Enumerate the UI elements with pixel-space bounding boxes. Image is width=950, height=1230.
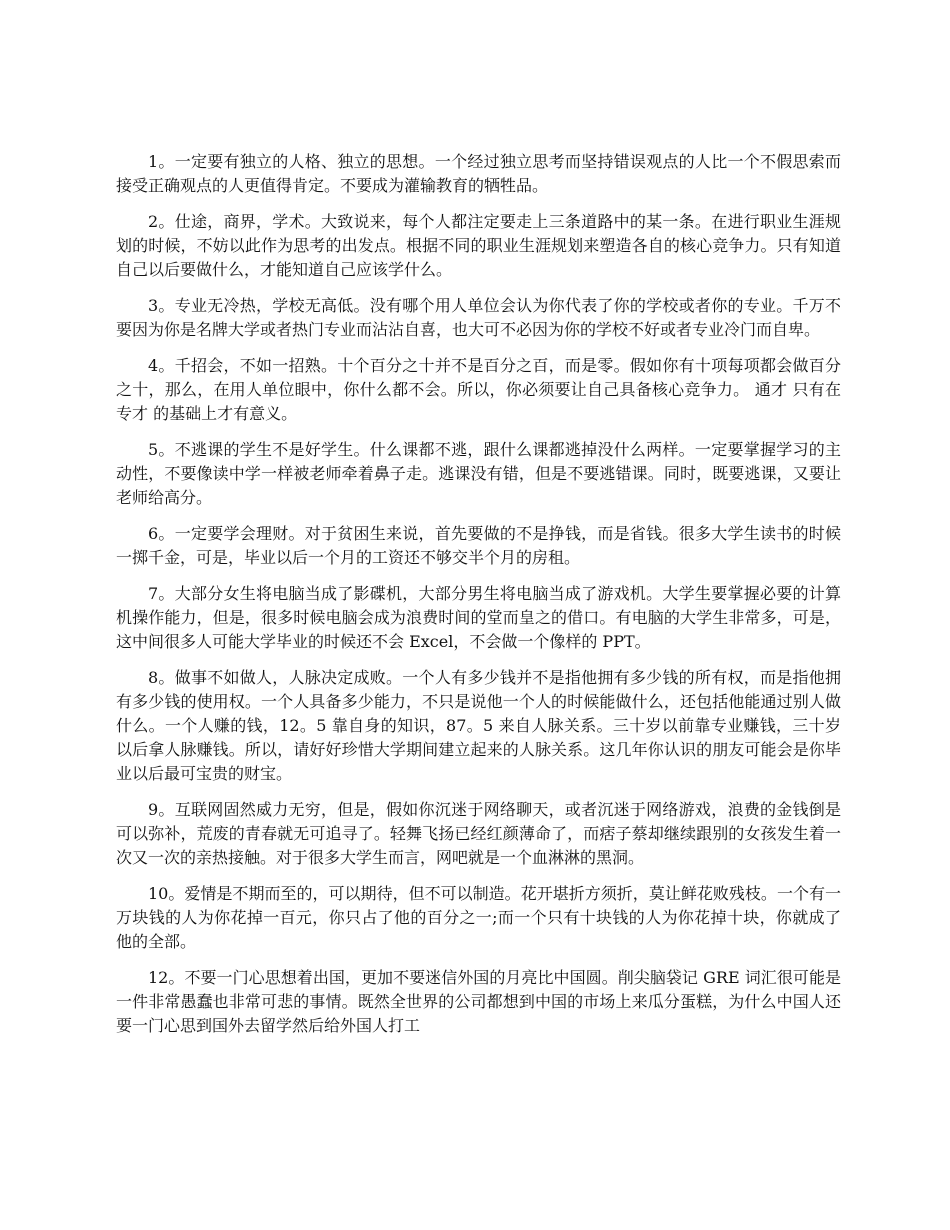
paragraph-6: 6。一定要学会理财。对于贫困生来说，首先要做的不是挣钱，而是省钱。很多大学生读书的时候一掷千金，可是，毕业以后一个月的工资还不够交半个月的房租。 — [116, 524, 841, 567]
paragraph-4: 4。千招会，不如一招熟。十个百分之十并不是百分之百，而是零。假如你有十项每项都会做百分之十，那么，在用人单位眼中，你什么都不会。所以，你必须要让自己具备核心竞争力。 通才 只有在 专才 的基础上才有意义。 — [116, 356, 841, 423]
paragraph-7: 7。大部分女生将电脑当成了影碟机，大部分男生将电脑当成了游戏机。大学生要掌握必要的计算机操作能力，但是，很多时候电脑会成为浪费时间的堂而皇之的借口。有电脑的大学生非常多，可是，这中间很多人可能大学毕业的时候还不会 Excel，不会做一个像样的 PPT。 — [116, 584, 841, 651]
paragraph-3: 3。专业无冷热，学校无高低。没有哪个用人单位会认为你代表了你的学校或者你的专业。千万不要因为你是名牌大学或者热门专业而沾沾自喜，也大可不必因为你的学校不好或者专业冷门而自卑。 — [116, 296, 841, 339]
paragraph-10: 10。爱情是不期而至的，可以期待，但不可以制造。花开堪折方须折，莫让鲜花败残枝。一个有一万块钱的人为你花掉一百元，你只占了他的百分之一;而一个只有十块钱的人为你花掉十块，你就成了他的全部。 — [116, 884, 841, 951]
paragraph-12: 12。不要一门心思想着出国，更加不要迷信外国的月亮比中国圆。削尖脑袋记 GRE 词汇很可能是一件非常愚蠢也非常可悲的事情。既然全世界的公司都想到中国的市场上来瓜分蛋糕，为什么中国人还要一门心思到国外去留学然后给外国人打工 — [116, 968, 841, 1035]
paragraph-8: 8。做事不如做人，人脉决定成败。一个人有多少钱并不是指他拥有多少钱的所有权，而是指他拥有多少钱的使用权。一个人具备多少能力，不只是说他一个人的时候能做什么，还包括他能通过别人做什么。一个人赚的钱，12。5 靠自身的知识，87。5 来自人脉关系。三十岁以前靠专业赚钱，三十岁以后拿人脉赚钱。所以，请好好珍惜大学期间建立起来的人脉关系。这几年你认识的朋友可能会是你毕业以后最可宝贵的财宝。 — [116, 668, 841, 783]
paragraph-9: 9。互联网固然威力无穷，但是，假如你沉迷于网络聊天，或者沉迷于网络游戏，浪费的金钱倒是可以弥补，荒废的青春就无可追寻了。轻舞飞扬已经红颜薄命了，而痞子蔡却继续跟别的女孩发生着一次又一次的亲热接触。对于很多大学生而言，网吧就是一个血淋淋的黑洞。 — [116, 800, 841, 867]
document-page — [116, 150, 841, 1050]
paragraph-5: 5。不逃课的学生不是好学生。什么课都不逃，跟什么课都逃掉没什么两样。一定要掌握学习的主动性，不要像读中学一样被老师牵着鼻子走。逃课没有错，但是不要逃错课。同时，既要逃课，又要让老师给高分。 — [116, 440, 841, 507]
paragraph-1: 1。一定要有独立的人格、独立的思想。一个经过独立思考而坚持错误观点的人比一个不假思索而接受正确观点的人更值得肯定。不要成为灌输教育的牺牲品。 — [116, 152, 841, 195]
paragraph-2: 2。仕途，商界，学术。大致说来，每个人都注定要走上三条道路中的某一条。在进行职业生涯规划的时候，不妨以此作为思考的出发点。根据不同的职业生涯规划来塑造各自的核心竞争力。只有知道自己以后要做什么，才能知道自己应该学什么。 — [116, 212, 841, 279]
